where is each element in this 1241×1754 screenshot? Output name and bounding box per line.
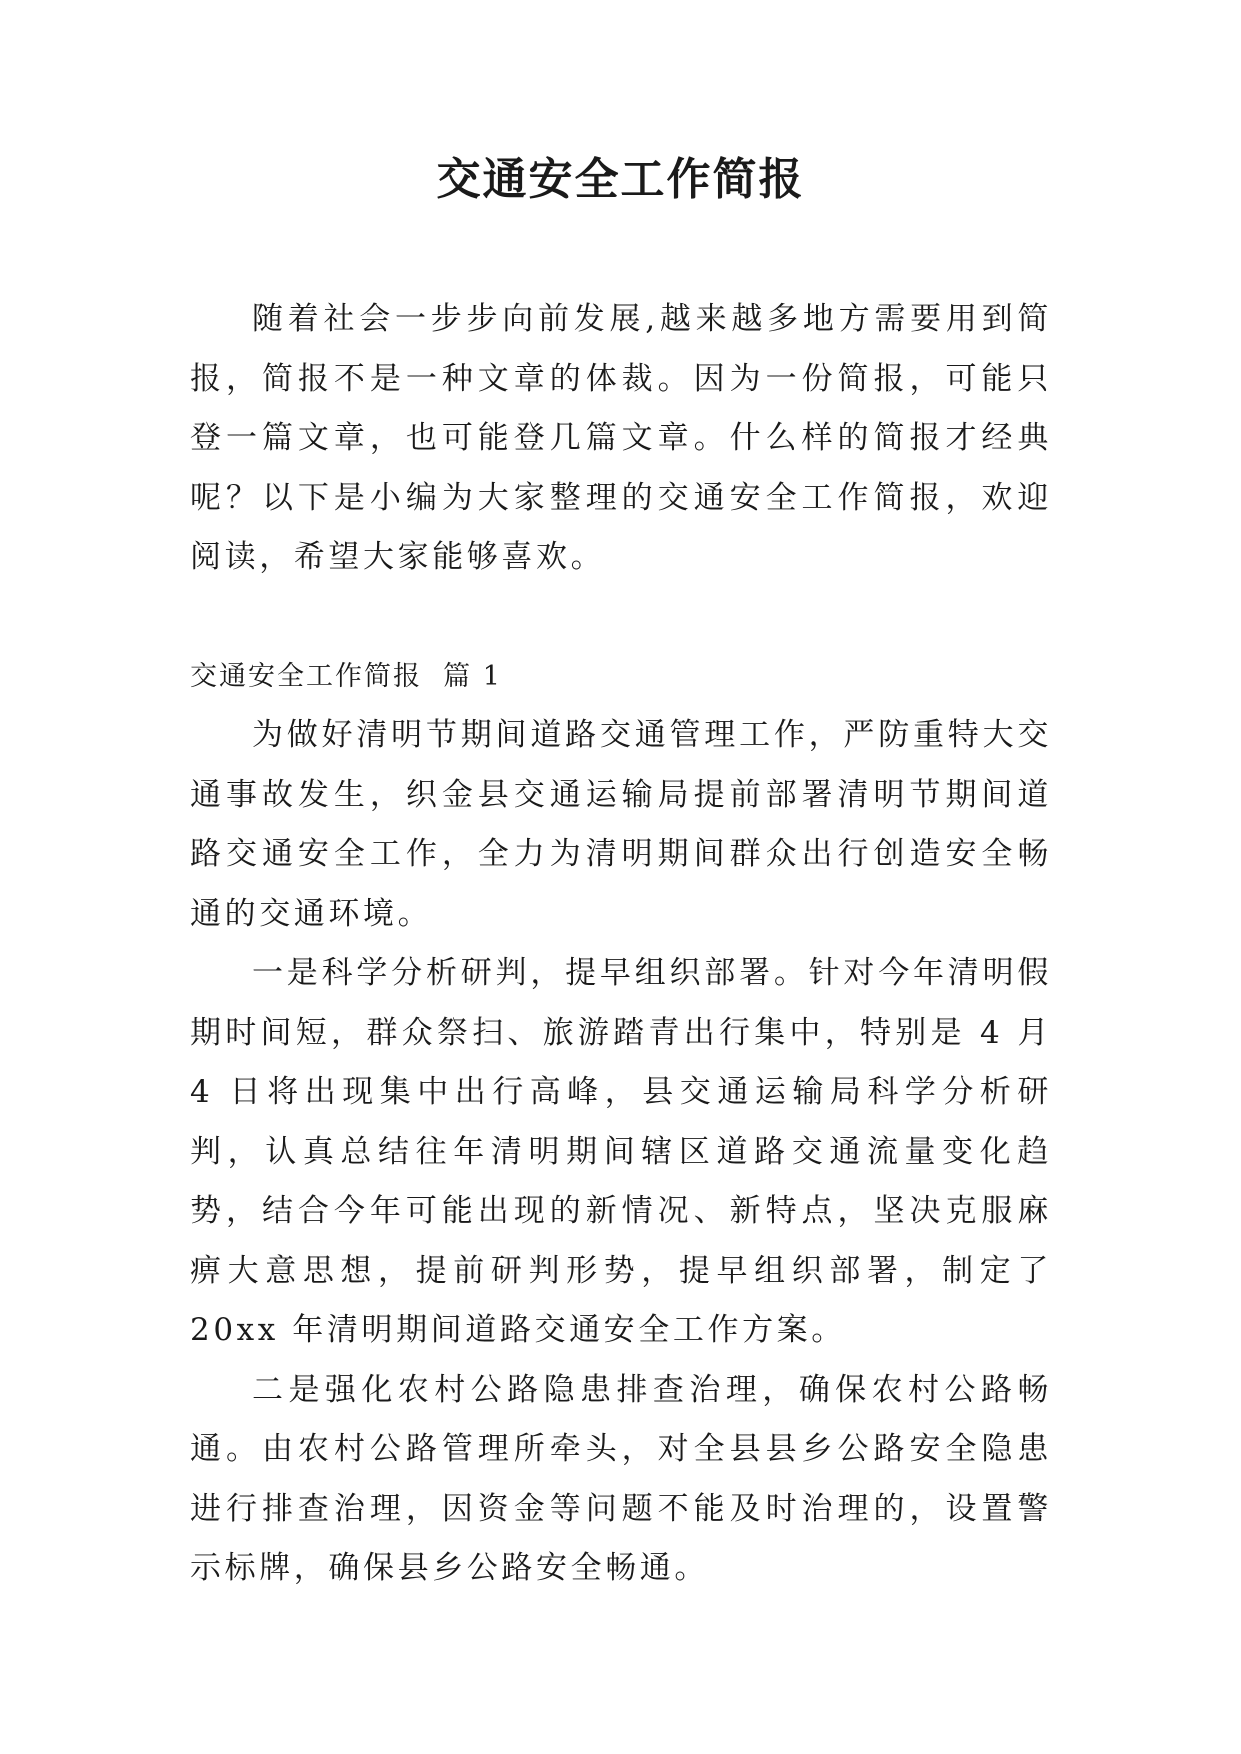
section-heading: 交通安全工作简报 篇 1 — [190, 660, 502, 692]
body-paragraph-2: 一是科学分析研判，提早组织部署。针对今年清明假期时间短，群众祭扫、旅游踏青出行集中，特别是 4 月 4 日将出现集中出行高峰，县交通运输局科学分析研判，认真总结往年清明期间辖区道路交通流量变化趋势，结合今年可能出现的新情况、新特点，坚决克服麻痹大意思想，提前研判形势，提早组织部署，制定了 20xx 年清明期间道路交通安全工作方案。 — [190, 955, 1052, 1348]
body-paragraph-3: 二是强化农村公路隐患排查治理，确保农村公路畅通。由农村公路管理所牵头，对全县县乡公路安全隐患进行排查治理，因资金等问题不能及时治理的，设置警示标牌，确保县乡公路安全畅通。 — [190, 1371, 1052, 1586]
intro-paragraph: 随着社会一步步向前发展,越来越多地方需要用到简报，简报不是一种文章的体裁。因为一份简报，可能只登一篇文章，也可能登几篇文章。什么样的简报才经典呢？以下是小编为大家整理的交通安全工作简报，欢迎阅读，希望大家能够喜欢。 — [190, 301, 1052, 575]
body-paragraph-1: 为做好清明节期间道路交通管理工作，严防重特大交通事故发生，织金县交通运输局提前部署清明节期间道路交通安全工作，全力为清明期间群众出行创造安全畅通的交通环境。 — [190, 717, 1052, 932]
document-title: 交通安全工作简报 — [436, 154, 805, 205]
document-body — [190, 290, 1052, 1599]
